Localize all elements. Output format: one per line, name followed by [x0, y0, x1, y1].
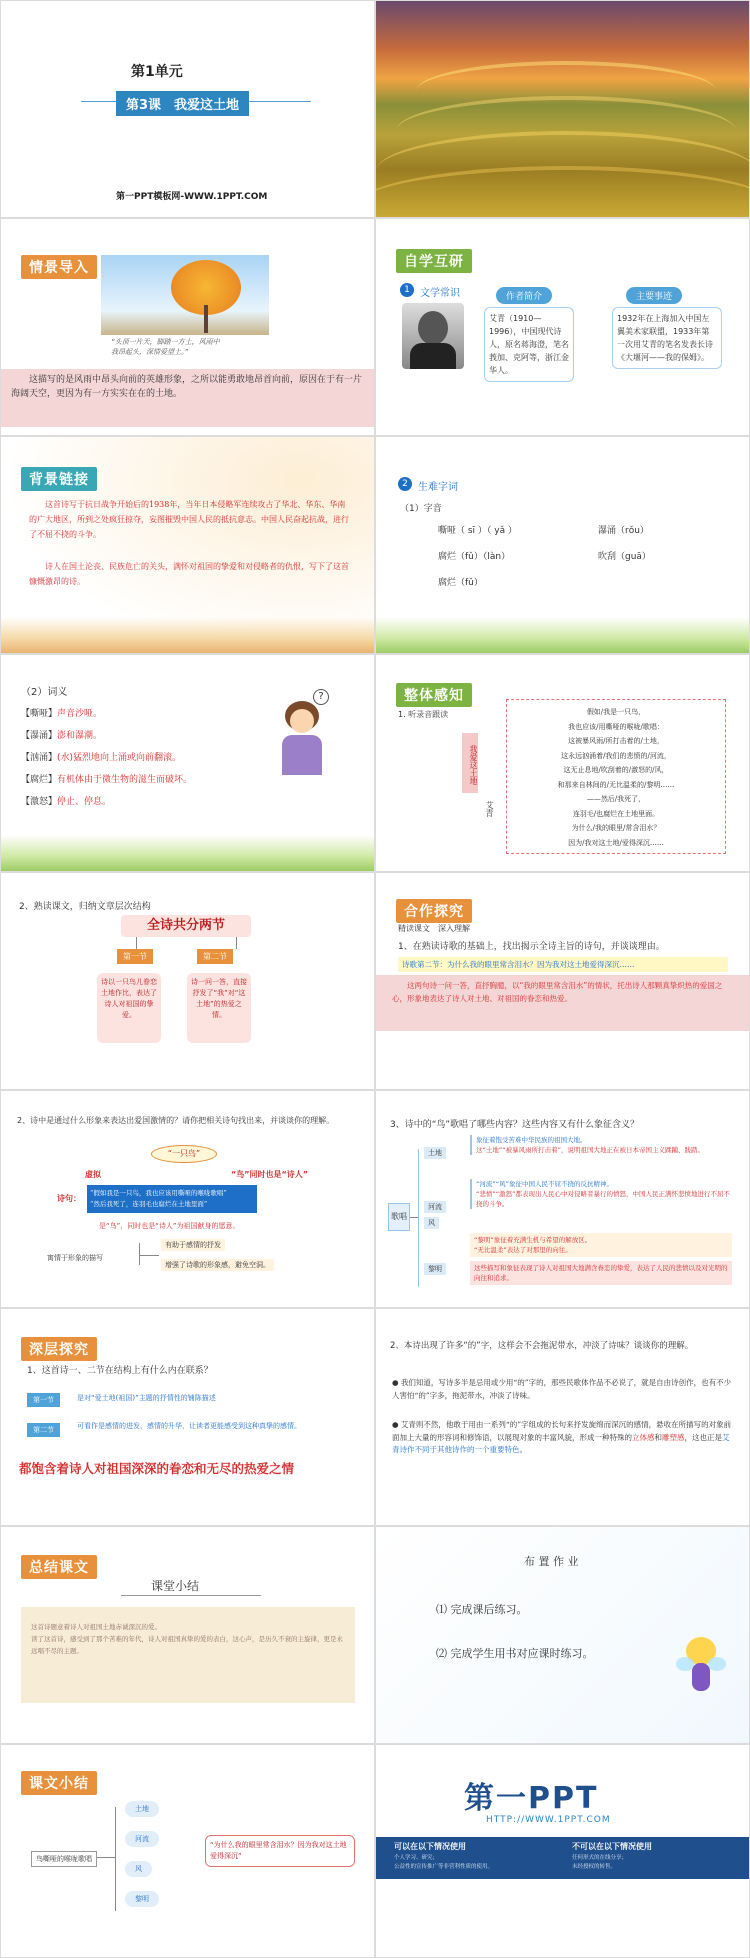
homework-item: ⑴ 完成课后练习。 — [436, 1603, 528, 1616]
keyword-dawn: 黎明 — [125, 1891, 159, 1907]
section-tag: 总结课文 — [21, 1555, 97, 1579]
forbidden-item: 任何形式的在线分享； — [572, 1855, 628, 1861]
background-text: 这首诗写于抗日战争开始后的1938年，当年日本侵略军连续攻占了华北、华东、华南的广大地区，所到之处疯狂掠夺，妄图摧毁中国人民的抵抗意志。中国人民奋起抗战，进行了不屈不挠的斗争。 — [29, 500, 349, 539]
keyword-land: 土地 — [125, 1801, 159, 1817]
poem-box: “假如我是一只鸟，我也应该用嘶哑的喉咙歌唱” “然后我死了，连羽毛也腐烂在土地里面” — [87, 1185, 257, 1213]
slide-text-summary — [1, 1745, 374, 1957]
author-pill: 作者简介 — [496, 287, 552, 304]
homework-item: ⑵ 完成学生用书对应课时练习。 — [436, 1647, 594, 1660]
conclusion-text: 都饱含着诗人对祖国深深的眷恋和无尽的热爱之情 — [19, 1461, 295, 1476]
part-one-label: 第一节 — [117, 949, 153, 964]
lesson-title: 第3课 我爱这土地 — [116, 91, 249, 116]
slide-overall — [376, 655, 749, 871]
sing-node: 鸟嘶哑的喉咙歌唱 — [31, 1851, 97, 1867]
forbidden-title: 不可以在以下情况使用 — [572, 1842, 652, 1851]
keyword-dawn: 黎明 — [424, 1263, 446, 1275]
keyword-river: 河流 — [424, 1201, 446, 1213]
slide-vocab-sound — [376, 437, 749, 653]
question: 1、在熟读诗歌的基础上，找出揭示全诗主旨的诗句，并谈谈理由。 — [398, 942, 665, 952]
slide-image-analysis — [1, 1091, 374, 1307]
keyword-river: 河流 — [125, 1831, 159, 1847]
bird-oval: “一只鸟” — [151, 1145, 217, 1163]
slide-de-usage — [376, 1309, 749, 1525]
bullet-two: ● 艾青则不然，他敢于用由一系列“的”字组成的长句来抒发旋绵而深沉的感情，悬收在所描写的对象前面加上大量的形容词和修饰语，以展现对象的丰富风貌，形成一种特殊的立体感和雕塑感，这也正是艾青诗作不同于其他诗作的一个重要特色。 — [392, 1420, 732, 1454]
definition-item: 【嘶哑】声音沙哑。 — [21, 709, 103, 719]
caption-line: “头顶一片天，脚踏一方土，风雨中 — [111, 338, 220, 346]
slide-title — [1, 1, 374, 217]
keyword-wind: 风 — [125, 1861, 152, 1877]
definition-item: 【腐烂】有机体由于微生物的滋生而破坏。 — [21, 775, 193, 785]
homework-title: 布 置 作 业 — [524, 1555, 579, 1568]
section-tag: 背景链接 — [21, 467, 97, 491]
poem-lines: 假如/我是一只鸟， 我也应该/用嘶哑的喉咙/歌唱： 这被暴风雨/所打击着的/土地， 这永远汹涌着/我们的悲愤的/河流， 这无止息地/吹刮着的/激怒的/风， 和那来自林间的/无比温柔的/黎明…… ——然后/我死了， 连羽毛/也腐烂在土地里面。 为什么/我的眼里/常含泪水？ 因为/我对这土地/爱得深沉…… — [557, 708, 675, 847]
answer-text: 这两句诗一问一答，直抒胸臆，以“我的眼里常含泪水”的情状，托出诗人那颗真挚炽热的爱国之心，形象地表达了诗人对土地、对祖国的眷恋和热爱。 — [392, 981, 723, 1003]
part-one-text: 是对“爱土地(祖国)”主题的抒情性的铺陈描述 — [77, 1394, 216, 1402]
brand-logo: 第一PPT — [464, 1781, 599, 1816]
part-two-text: 可看作是感情的进发，感情的升华，让读者更能感受到这种真挚的感情。 — [77, 1422, 301, 1430]
slide-symbol — [376, 1091, 749, 1307]
author-deeds: 1932年在上海加入中国左翼美术家联盟，1933年第一次用艾青的笔名发表长诗《大堰河——我的保姆》。 — [612, 307, 722, 369]
land-meaning: 象征着饱受苦难中华民族的祖国大地。 这“土地”“被暴风雨所打击着”，说明祖国大地正在被日本帝国主义蹂躏、践踏。 — [470, 1135, 732, 1155]
caption-line: 我昂起头，深情爱望土。” — [111, 348, 189, 356]
section-tag: 情景导入 — [21, 255, 97, 279]
keyword-wind: 风 — [424, 1217, 439, 1229]
part-two-desc: 诗一问一答，直接抒发了“我”对“这土地”的热爱之情。 — [187, 973, 251, 1043]
vocab-item: 嘶哑（ sī ）（ yǎ ） — [438, 526, 517, 536]
autumn-tree-image — [101, 255, 269, 335]
summary-meaning: 这些描写和象征表现了诗人对祖国大地满含眷恋的挚爱，表达了人民的悲愤以及对光明的向往和追求。 — [470, 1261, 732, 1285]
definition-item: 【汹涌】(水)猛烈地向上涌或向前翻滚。 — [21, 753, 182, 763]
section-title: （2）词义 — [21, 687, 68, 698]
step-number: 1 — [400, 283, 414, 297]
effect-two: 增强了诗歌的形象感，避免空洞。 — [161, 1259, 274, 1271]
virtual-label: 虚拟 — [85, 1170, 101, 1179]
slide-intro — [1, 219, 374, 435]
brand-text: 第一PPT模板网-WWW.1PPT.COM — [116, 192, 268, 202]
section-tag: 自学互研 — [396, 249, 472, 273]
effect-one: 有助于感情的抒发 — [161, 1239, 225, 1251]
author-portrait — [402, 303, 464, 369]
section-tag: 合作探究 — [396, 899, 472, 923]
slide-homework — [376, 1527, 749, 1743]
unit-title: 第1单元 — [131, 64, 183, 80]
section-tag: 整体感知 — [396, 683, 472, 707]
slide-background — [1, 437, 374, 653]
part-two-label: 第二节 — [197, 949, 233, 964]
part-one-desc: 诗以一只鸟儿眷恋土地作比，表达了诗人对祖国的挚爱。 — [97, 973, 161, 1043]
section-title: 生难字词 — [418, 482, 458, 493]
step-number: 2 — [398, 477, 412, 491]
author-bio: 艾青（1910—1996），中国现代诗人，原名蒋海澄，笔名莪加、克阿等，浙江金华人。 — [484, 307, 574, 382]
slide-deep — [1, 1309, 374, 1525]
question: 3、诗中的“鸟”歌唱了哪些内容？这些内容又有什么象征含义？ — [390, 1120, 640, 1130]
forbidden-item: 未经授权的转售。 — [572, 1864, 617, 1870]
hint-line: 诗歌第二节：为什么我的眼里常含泪水？因为我对这土地爱得深沉…… — [398, 957, 728, 972]
slide-explore — [376, 873, 749, 1089]
sub-title: 1. 听录音跟读 — [398, 710, 449, 719]
poem-label: 诗句： — [57, 1194, 81, 1203]
thinking-girl-illustration: ? — [277, 695, 327, 775]
section-title: 2、熟读课文，归纳文章层次结构 — [19, 902, 151, 912]
dawn-meaning: “黎明”象征着充满生机与希望的解放区。 “无比温柔”表达了对那里的向往。 — [470, 1233, 732, 1257]
brand-url: HTTP://WWW.1PPT.COM — [486, 1815, 611, 1825]
allowed-item: 公益性的宣传推广等非营利性质的使用。 — [394, 1864, 494, 1870]
summary-text: 这首诗题意着诗人对祖国土地赤诚深沉的爱。 读了这首诗，感受到了那个苦难的年代，诗人对祖国真挚的爱的表白，这心声，是历久不衰的主旋律，更是永远唱不尽的主题。 — [31, 1623, 343, 1655]
poem-vertical-title: 我爱这土地 — [462, 733, 478, 793]
technique-label: 寓情于形象的描写 — [47, 1254, 103, 1262]
slide-author — [376, 219, 749, 435]
definition-item: 【瀑涌】澎和瀑潮。 — [21, 731, 103, 741]
river-meaning: “河流”“风”象征中国人民不屈不挠的反抗精神。 “悲愤”“激怒”都表现出人民心中对侵略者暴行的愤怒，中国人民正满怀悲愤地进行不屈不挠的斗争。 — [470, 1179, 732, 1209]
sub-title: 精读课文 深入理解 — [398, 924, 470, 933]
part-one-label: 第一节 — [27, 1393, 60, 1407]
poem-author: 艾青 — [485, 801, 494, 817]
meaning-note: 是“鸟”，同时也是“诗人”为祖国献身的愿意。 — [99, 1222, 240, 1230]
structure-main: 全诗共分两节 — [121, 915, 251, 937]
slide-brand — [376, 1745, 749, 1957]
sing-node: 歌唱 — [388, 1203, 410, 1231]
question: 2、本诗出现了许多“的”字，这样会不会拖泥带水，冲淡了诗味？谈谈你的理解。 — [390, 1341, 694, 1351]
summary-title: 课堂小结 — [151, 1579, 200, 1593]
vocab-item: 腐烂（fǔ）（làn） — [438, 552, 511, 562]
vocab-item: 腐烂（fǔ） — [438, 578, 483, 588]
bee-illustration — [676, 1637, 726, 1707]
vocab-item: 瀑涌（rǒu） — [598, 526, 649, 536]
allowed-item: 个人学习、研究； — [394, 1855, 439, 1861]
part-two-label: 第二节 — [27, 1423, 60, 1437]
section-tag: 深层探究 — [21, 1337, 97, 1361]
vocab-item: 吹刮（guā） — [598, 552, 651, 562]
slide-structure — [1, 873, 374, 1089]
terrace-photo — [376, 1, 749, 217]
question: 1、这首诗一、二节在结构上有什么内在联系？ — [27, 1366, 213, 1376]
intro-text: 这描写的是风雨中昂头向前的英雄形象，之所以能勇敢地昂首向前，原因在于有一片海阔天空，更因为有一方实实在在的土地。 — [11, 375, 363, 399]
definition-item: 【激怒】停止、停息。 — [21, 797, 112, 807]
keyword-land: 土地 — [424, 1147, 446, 1159]
slide-summary — [1, 1527, 374, 1743]
allowed-title: 可以在以下情况使用 — [394, 1842, 466, 1851]
bird-note: “鸟”同时也是“诗人” — [231, 1170, 309, 1179]
sub-title: （1）字音 — [400, 504, 442, 514]
section-tag: 课文小结 — [21, 1771, 97, 1795]
section-title: 文学常识 — [420, 288, 460, 299]
bullet-one: ● 我们知道，写诗多半是忌用或少用“的”字的，那些民歌体作品不必说了，就是自由诗创作，也有不少人害怕“的”字多，拖泥带水，冲淡了诗味。 — [392, 1378, 732, 1400]
background-text: 诗人在国土沦丧、民族危亡的关头，满怀对祖国的挚爱和对侵略者的仇恨，写下了这首慷慨激昂的诗。 — [29, 562, 349, 586]
slide-vocab-meaning — [1, 655, 374, 871]
question: 2、诗中是通过什么形象来表达出爱国激情的？请你把相关诗句找出来，并谈谈你的理解。 — [17, 1116, 335, 1125]
deeds-pill: 主要事迹 — [626, 287, 682, 304]
summary-quote: “为什么我的眼里常含泪水？因为我对这土地爱得深沉” — [205, 1835, 355, 1867]
